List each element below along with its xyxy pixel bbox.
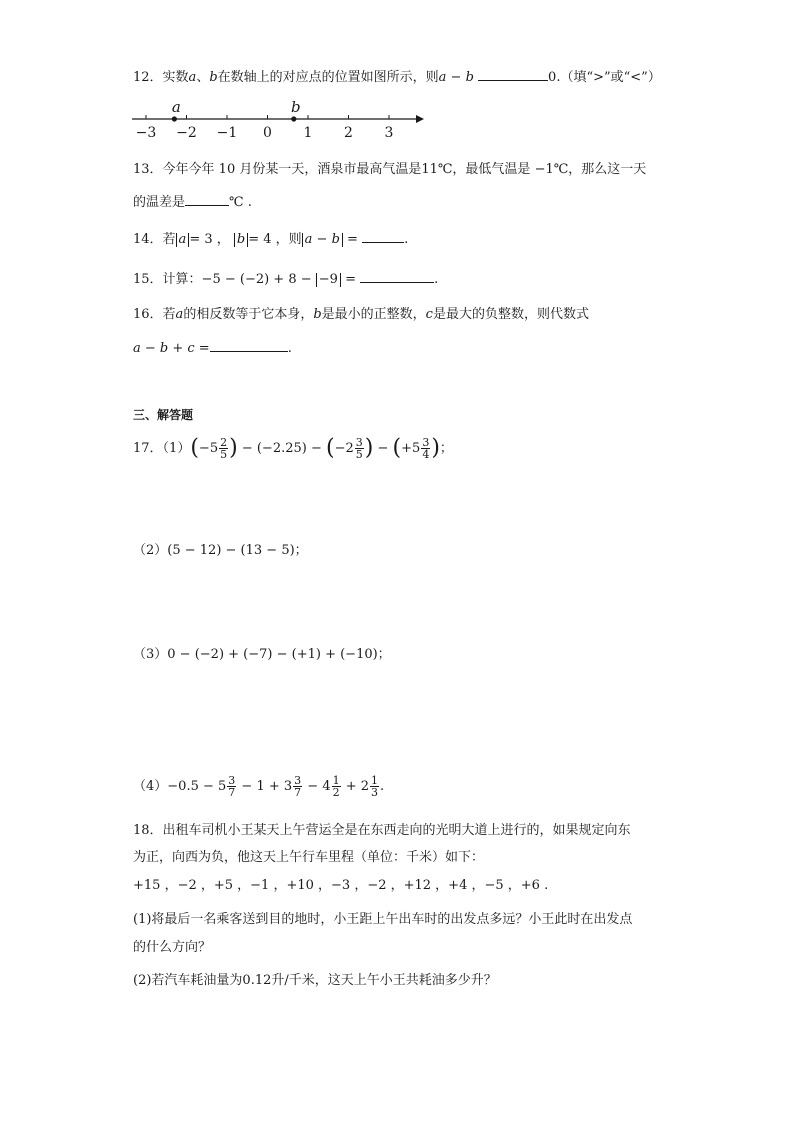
q14-end: . (404, 232, 409, 247)
q17-p2-expr: (5 − 12) − (13 − 5)； (167, 543, 308, 558)
number-line-tick-label: −1 (216, 125, 238, 141)
q16-var-b: b (313, 307, 322, 322)
number-line-point-b (291, 116, 296, 121)
number-line-point-label-b: b (291, 98, 301, 116)
q12-text: 在数轴上的对应点的位置如图所示，则 (217, 70, 439, 85)
question-12 (133, 66, 661, 88)
q17-p4-fraction-1: $\frac{3}{7}$ (228, 774, 236, 799)
question-17-part-4 (133, 773, 384, 801)
q17-p4-fraction-3: $\frac{1}{2}$ (332, 774, 340, 799)
q17-p4-label: （4） (133, 779, 168, 794)
question-13-line-1 (133, 160, 646, 180)
q13-text-1: 13．今年今年 10 月份某一天，酒泉市最高气温是11℃，最低气温是 −1℃，那么这一天 (133, 162, 647, 177)
q14-abs-ab: a − b (302, 233, 343, 247)
q17-p3-expr: 0 − (−2) + (−7) − (+1) + (−10)； (167, 647, 391, 662)
q17-p4-start: −0.5 − 5 (167, 779, 227, 794)
question-14 (133, 228, 408, 250)
q17-p4-fraction-4: $\frac{1}{3}$ (371, 774, 379, 799)
q17-p2-label: （2） (133, 543, 168, 558)
q12-sep: 、 (196, 70, 210, 85)
q17-p4-mid-3: + 2 (345, 779, 370, 794)
number-line-point-label-a: a (171, 98, 181, 116)
q18-sub2-value: 0.12 (242, 973, 272, 988)
question-15 (133, 268, 438, 290)
q16-answer-blank[interactable] (210, 337, 288, 352)
number-line-tick-label: 1 (303, 125, 313, 141)
q14-answer-blank[interactable] (362, 228, 404, 243)
q17-p1-term3-whole: −2 (334, 441, 354, 456)
question-17-part-1: 17．（1）(−5 $\frac{2}{5}$ ) − (−2.25) − (−2 $\frac{3}{5}$ ) − (+5 $\frac{3}{4}$ )； (133, 435, 453, 461)
q12-answer-blank[interactable] (478, 66, 548, 81)
q17-p4-mid-2: − 4 (307, 779, 331, 794)
q18-sub2-suffix: 升/千米，这天上午小王共耗油多少升？ (271, 973, 497, 988)
q17-p4-end: . (380, 779, 385, 794)
q12-var-a: a (188, 70, 197, 85)
q17-p1-term3-fraction: $\frac{3}{5}$ (355, 436, 363, 461)
q14-eq1: = 3 ， (189, 232, 230, 247)
q17-p1-end: ； (439, 441, 453, 456)
question-18-line-3: +15 ，−2 ，+5 ，−1 ，+10 ，−3 ，−2 ，+12 ，+4 ，−5 ，+6 . (133, 878, 549, 893)
number-line-tick-label: 2 (344, 125, 353, 141)
q13-answer-blank[interactable] (185, 191, 229, 206)
q14-eq2: = 4 ，则 (248, 232, 302, 247)
q15-abs: −9 (316, 273, 341, 287)
q14-prefix: 14．若 (133, 232, 176, 247)
q16-expr: a − b + c = (133, 341, 210, 356)
q16-text-1: 的相反数等于它本身， (183, 307, 314, 322)
q12-prefix: 12．实数 (133, 70, 189, 85)
question-18-line-1: 18．出租车司机小王某天上午营运全是在东西走向的光明大道上进行的，如果规定向东 (133, 823, 631, 838)
q14-abs-b: b (234, 233, 248, 247)
q17-prefix: 17．（1） (133, 441, 191, 456)
q16-text-2: 是最小的正整数， (321, 307, 426, 322)
q17-p1-term4-fraction: $\frac{3}{4}$ (422, 436, 430, 461)
q16-prefix: 16．若 (133, 307, 176, 322)
q17-p1-term4-whole: +5 (401, 441, 421, 456)
question-13-line-2 (133, 191, 252, 213)
question-16-line-1 (133, 305, 589, 325)
question-16-line-2 (133, 337, 292, 359)
q12-expr: a − b (438, 70, 474, 85)
number-line-figure (128, 95, 428, 143)
number-line-tick-label: 0 (263, 125, 272, 141)
q17-p4-mid-1: − 1 + 3 (241, 779, 293, 794)
q16-text-3: 是最大的负整数，则代数式 (432, 307, 589, 322)
q14-eq3: = (347, 232, 358, 247)
q17-p4-fraction-2: $\frac{3}{7}$ (294, 774, 302, 799)
q15-end: . (434, 272, 439, 287)
q12-var-b: b (209, 70, 218, 85)
number-line-point-a (172, 116, 177, 121)
q14-abs-a: a (176, 233, 190, 247)
q15-answer-blank[interactable] (360, 268, 434, 283)
number-line-tick-label: −3 (135, 125, 157, 141)
q17-p1-term1-whole: −5 (198, 441, 219, 456)
question-17-part-2 (133, 541, 308, 561)
question-18-line-2: 为正，向西为负，他这天上午行车里程（单位：千米）如下： (133, 850, 485, 865)
q16-var-a: a (175, 307, 184, 322)
q13-text-3: ℃ . (229, 195, 252, 210)
q16-end: . (287, 341, 292, 356)
q13-text-2: 的温差是 (133, 195, 186, 210)
question-18-sub-1-line-1: (1)将最后一名乘客送到目的地时，小王距上午出车时的出发点多远？小王此时在出发点 (133, 912, 633, 927)
q17-p1-term1-fraction: $\frac{2}{5}$ (220, 436, 228, 461)
q16-var-c: c (425, 307, 433, 322)
section-title: 三、解答题 (133, 408, 194, 422)
number-line-arrow (416, 115, 424, 123)
q15-expr: −5 − (−2) + 8 − (201, 272, 312, 287)
question-18-sub-2 (133, 971, 497, 991)
q15-eq: = (345, 272, 356, 287)
question-18-sub-1-line-2: 的什么方向？ (133, 940, 212, 955)
question-17-part-3 (133, 645, 391, 665)
q12-suffix: 0.（填“>”或“<”） (548, 70, 661, 85)
q15-prefix: 15．计算： (133, 272, 202, 287)
number-line-tick-label: −2 (176, 125, 197, 141)
number-line-tick-label: 3 (384, 125, 394, 141)
q17-p3-label: （3） (133, 647, 168, 662)
q18-sub2-prefix: (2)若汽车耗油量为 (133, 973, 243, 988)
q17-p1-term2: (−2.25) (256, 441, 307, 456)
